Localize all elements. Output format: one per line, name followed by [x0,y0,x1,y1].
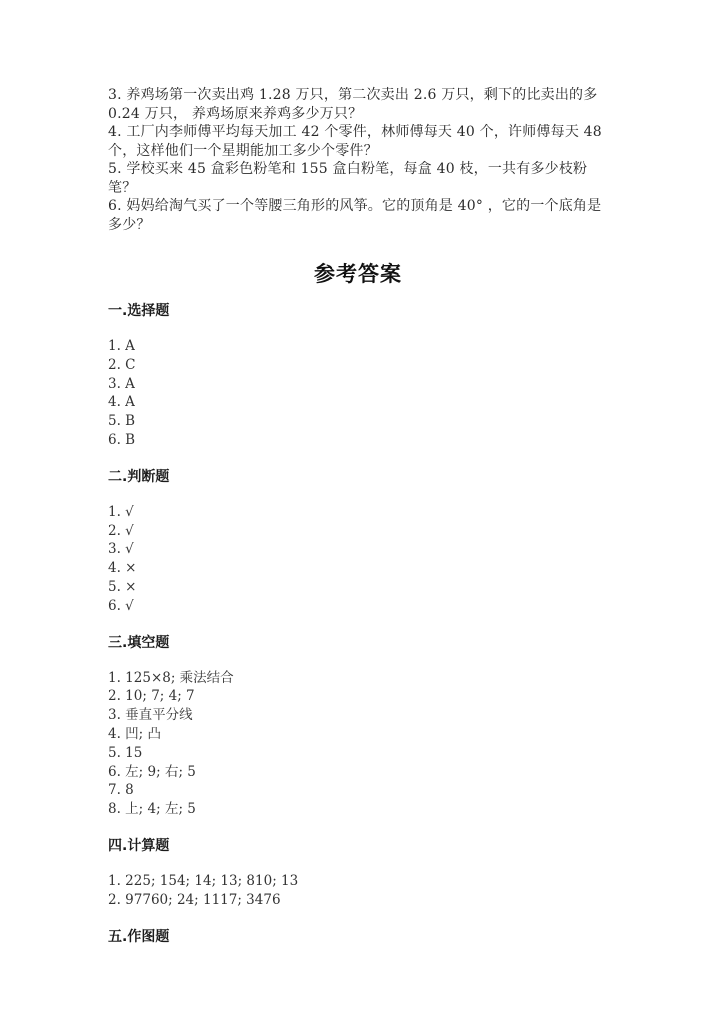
answer-item: 4. A [108,394,135,411]
answer-item: 5. × [108,578,137,595]
section-fill-in-blank [108,634,608,819]
answer-item: 6. √ [108,597,134,614]
answer-item: 4. × [108,560,137,577]
section-heading: 三.填空题 [108,634,170,651]
answer-item: 5. 15 [108,744,143,761]
problem-line: 5. 学校买来 45 盒彩色粉笔和 155 盒白粉笔，每盒 40 枝，一共有多少枝粉笔？ [108,161,588,196]
answer-item: 1. 225; 154; 14; 13; 810; 13 [108,872,299,889]
answer-item: 2. √ [108,522,134,539]
answer-item: 6. 左; 9; 右; 5 [108,763,196,780]
document-page [108,86,608,946]
section-heading: 五.作图题 [108,928,170,945]
section-drawing [108,928,608,946]
answer-item: 2. 97760; 24; 1117; 3476 [108,891,281,908]
answer-list [108,503,608,616]
answer-item: 3. 垂直平分线 [108,707,193,724]
answer-key-title: 参考答案 [314,262,402,286]
answer-item: 1. 125×8; 乘法结合 [108,669,234,686]
answer-item: 2. 10; 7; 4; 7 [108,688,195,705]
answer-item: 7. 8 [108,782,134,799]
problem-line: 个，这样他们一个星期能加工多少个零件？ [108,142,378,159]
section-heading: 四.计算题 [108,837,170,854]
answer-item: 1. A [108,338,135,354]
section-heading: 一.选择题 [108,303,170,319]
problem-line: 3. 养鸡场第一次卖出鸡 1.28 万只，第二次卖出 2.6 万只，剩下的比卖出的多 [108,87,598,103]
section-calculation [108,837,608,910]
section-true-false [108,468,608,616]
answer-item: 6. B [108,431,136,448]
answer-item: 5. B [108,413,136,430]
answer-item: 8. 上; 4; 左; 5 [108,801,196,818]
answer-list [108,872,608,910]
section-heading: 二.判断题 [108,468,170,485]
problem-line: 0.24 万只， 养鸡场原来养鸡多少万只？ [108,105,363,122]
answer-list [108,669,608,819]
answer-item: 3. √ [108,541,134,558]
answer-item: 3. A [108,375,135,392]
problem-line: 6. 妈妈给淘气买了一个等腰三角形的风筝。它的顶角是 40° ，它的一个底角是 [108,198,602,214]
problem-line: 4. 工厂内李师傅平均每天加工 42 个零件，林师傅每天 40 个，许师傅每天 48 [108,124,602,140]
answer-item: 4. 凹; 凸 [108,725,162,742]
answer-item: 1. √ [108,503,134,520]
answer-item: 2. C [108,356,136,373]
section-multiple-choice [108,302,608,450]
problem-list [108,86,608,234]
problem-line: 多少？ [108,216,151,233]
answer-list [108,337,608,450]
